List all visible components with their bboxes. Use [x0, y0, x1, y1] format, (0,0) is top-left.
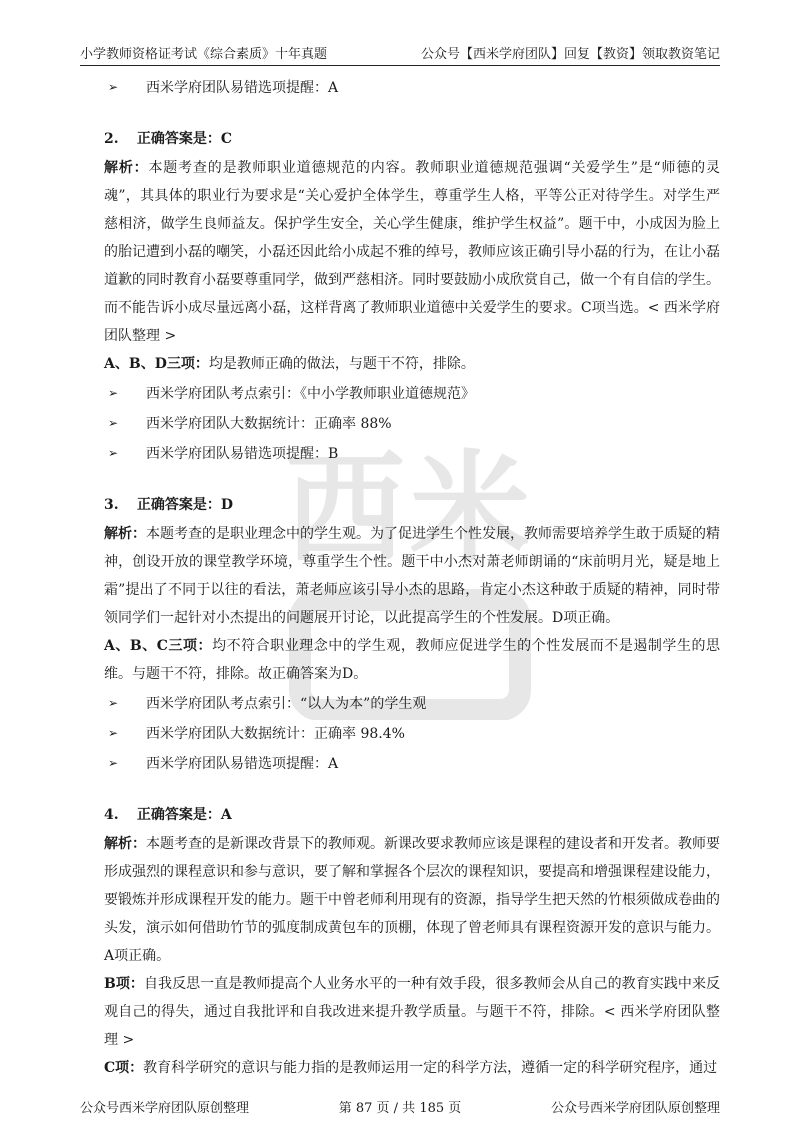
- watermark-char-2: 米: [410, 440, 530, 579]
- footer-left-text: 公众号西米学府团队原创整理: [80, 1101, 250, 1116]
- arrow-bullet-icon: ➢: [108, 696, 119, 710]
- list-item: ➢ 西米学府团队易错选项提醒：A: [108, 756, 339, 772]
- arrow-bullet-icon: ➢: [108, 726, 119, 740]
- page-number: 第 87 页 / 共 185 页: [338, 1101, 462, 1116]
- arrow-bullet-icon: ➢: [108, 756, 119, 770]
- other-options-paragraph: A、B、C三项：均不符合职业理念中的学生观，教师应促进学生的个性发展而不是遏制学生的思维。与题干不符，排除。故正确答案为D。: [104, 638, 720, 682]
- watermark-char-1: 西: [285, 440, 405, 579]
- list-item: ➢ 西米学府团队易错选项提醒：A: [108, 80, 339, 96]
- arrow-bullet-icon: ➢: [108, 80, 119, 94]
- list-item: ➢ 西米学府团队大数据统计：正确率 88%: [108, 416, 392, 432]
- analysis-paragraph: 解析：本题考查的是职业理念中的学生观。为了促进学生个性发展，教师需要培养学生敢于质疑的精神，创设开放的课堂教学环境，尊重学生个性。题干中小杰对萧老师朗诵的“床前明月光，疑是地上霜”提出了不同于以往的看法，萧老师应该引导小杰的思路，肯定小杰这种敢于质疑的精神，同时带领同学们一起针对小杰提出的问题展开讨论，以此提高学生的个性发展。D项正确。: [104, 526, 720, 626]
- analysis-paragraph: 解析：本题考查的是新课改背景下的教师观。新课改要求教师应该是课程的建设者和开发者。教师要形成强烈的课程意识和参与意识，要了解和掌握各个层次的课程知识，要提高和增强课程建设能力，要锻炼并形成课程开发的能力。题干中曾老师利用现有的资源，指导学生把天然的竹根须做成卷曲的头发，演示如何借助竹节的弧度制成黄包车的顶棚，体现了曾老师具有课程资源开发的意识与能力。A项正确。: [104, 836, 720, 964]
- page-header: [80, 38, 720, 66]
- header-left-text: 小学教师资格证考试《综合素质》十年真题: [80, 47, 328, 62]
- page-footer: [80, 1097, 720, 1116]
- list-item: ➢ 西米学府团队易错选项提醒：B: [108, 446, 339, 462]
- analysis-paragraph: 解析：本题考查的是教师职业道德规范的内容。教师职业道德规范强调“关爱学生”是“师德的灵魂”，其具体的职业行为要求是“关心爱护全体学生，尊重学生人格，平等公正对待学生。对学生严慈相济，做学生良师益友。保护学生安全，关心学生健康，维护学生权益”。题干中，小成因为脸上的胎记遭到小磊的嘲笑，小磊还因此给小成起不雅的绰号，教师应该正确引导小磊的行为，在让小磊道歉的同时教育小磊要尊重同学，做到严慈相济。同时要鼓励小成欣赏自己，做一个有自信的学生。而不能告诉小成尽量远离小磊，这样背离了教师职业道德中关爱学生的要求。C项当选。< 西米学府团队整理 >: [104, 160, 720, 344]
- list-item: ➢ 西米学府团队考点索引：“以人为本”的学生观: [108, 696, 427, 712]
- option-c-paragraph: C项：教育科学研究的意识与能力指的是教师运用一定的科学方法，遵循一定的科学研究程序，通过: [104, 1060, 718, 1076]
- list-item: ➢ 西米学府团队考点索引：《中小学教师职业道德规范》: [108, 386, 475, 402]
- option-b-paragraph: B项：自我反思一直是教师提高个人业务水平的一种有效手段，很多教师会从自己的教育实践中来反观自己的得失，通过自我批评和自我改进来提升教学质量。与题干不符，排除。< 西米学府团队整理 >: [104, 976, 720, 1048]
- question-title: 4. 正确答案是：A: [104, 807, 232, 823]
- arrow-bullet-icon: ➢: [108, 446, 119, 460]
- arrow-bullet-icon: ➢: [108, 416, 119, 430]
- other-options-paragraph: A、B、D三项：均是教师正确的做法，与题干不符，排除。: [104, 356, 475, 372]
- page-content: [104, 72, 720, 1082]
- question-title: 2. 正确答案是：C: [104, 131, 233, 147]
- question-title: 3. 正确答案是：D: [104, 497, 234, 513]
- footer-right-text: 公众号西米学府团队原创整理: [550, 1101, 720, 1116]
- header-right-text: 公众号【西米学府团队】回复【教资】领取教资笔记: [420, 47, 720, 62]
- arrow-bullet-icon: ➢: [108, 386, 119, 400]
- list-item: ➢ 西米学府团队大数据统计：正确率 98.4%: [108, 726, 405, 742]
